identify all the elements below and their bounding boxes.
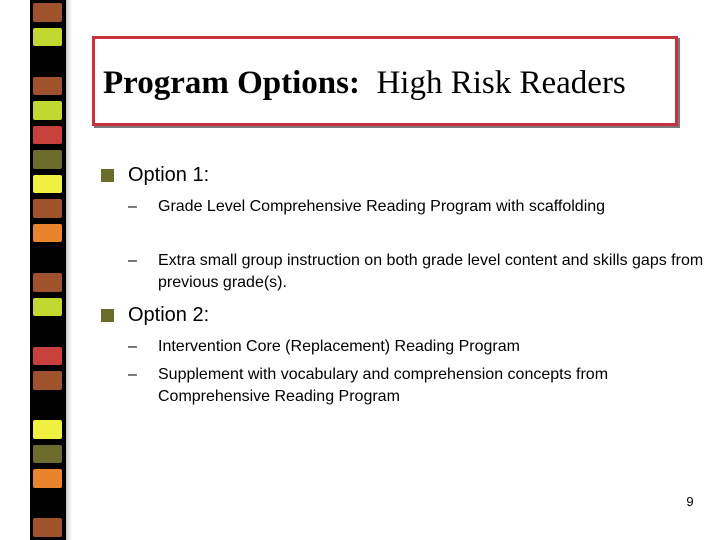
page-number: 9 [686, 494, 694, 509]
dash-marker: – [128, 338, 137, 355]
decorative-stripe [33, 494, 62, 513]
list-item [128, 364, 708, 408]
dash-marker: – [128, 252, 137, 269]
title-bold-part: Program Options: [103, 65, 360, 101]
slide-title [103, 65, 626, 101]
title-regular-part: High Risk Readers [376, 65, 626, 101]
option-heading: Option 2: [128, 304, 210, 326]
decorative-stripe [33, 52, 62, 71]
list-item-text: Intervention Core (Replacement) Reading Program [158, 338, 520, 355]
decorative-stripe [33, 420, 62, 439]
decorative-stripe-column [30, 0, 66, 540]
decorative-stripe [33, 347, 62, 366]
list-item-text: Extra small group instruction on both grade level content and skills gaps from previous grade(s). [158, 252, 704, 291]
list-item-text: Grade Level Comprehensive Reading Program with scaffolding [158, 198, 606, 215]
decorative-stripe [33, 3, 62, 22]
decorative-stripe [33, 175, 62, 194]
bullet-square-icon [101, 169, 114, 182]
decorative-stripe [33, 518, 62, 537]
list-item [128, 196, 708, 218]
bullet-square-icon [101, 309, 114, 322]
decorative-stripe [33, 298, 62, 317]
decorative-stripe [33, 273, 62, 292]
decorative-stripe [33, 322, 62, 341]
decorative-stripe [33, 445, 62, 464]
title-box [92, 36, 678, 126]
dash-marker: – [128, 198, 137, 215]
decorative-stripe [33, 371, 62, 390]
dash-marker: – [128, 366, 137, 383]
decorative-stripe [33, 126, 62, 145]
decorative-stripe [33, 28, 62, 47]
decorative-stripe [33, 224, 62, 243]
stripe-column-shadow [66, 0, 72, 540]
list-item [128, 250, 708, 294]
option-heading: Option 1: [128, 164, 210, 186]
decorative-stripe [33, 150, 62, 169]
decorative-stripe [33, 396, 62, 415]
decorative-stripe [33, 101, 62, 120]
decorative-stripe [33, 248, 62, 267]
list-item [128, 336, 708, 358]
decorative-stripe [33, 77, 62, 96]
list-item-text: Supplement with vocabulary and comprehension concepts from Comprehensive Reading Program [158, 366, 609, 405]
decorative-stripe [33, 199, 62, 218]
decorative-stripe [33, 469, 62, 488]
